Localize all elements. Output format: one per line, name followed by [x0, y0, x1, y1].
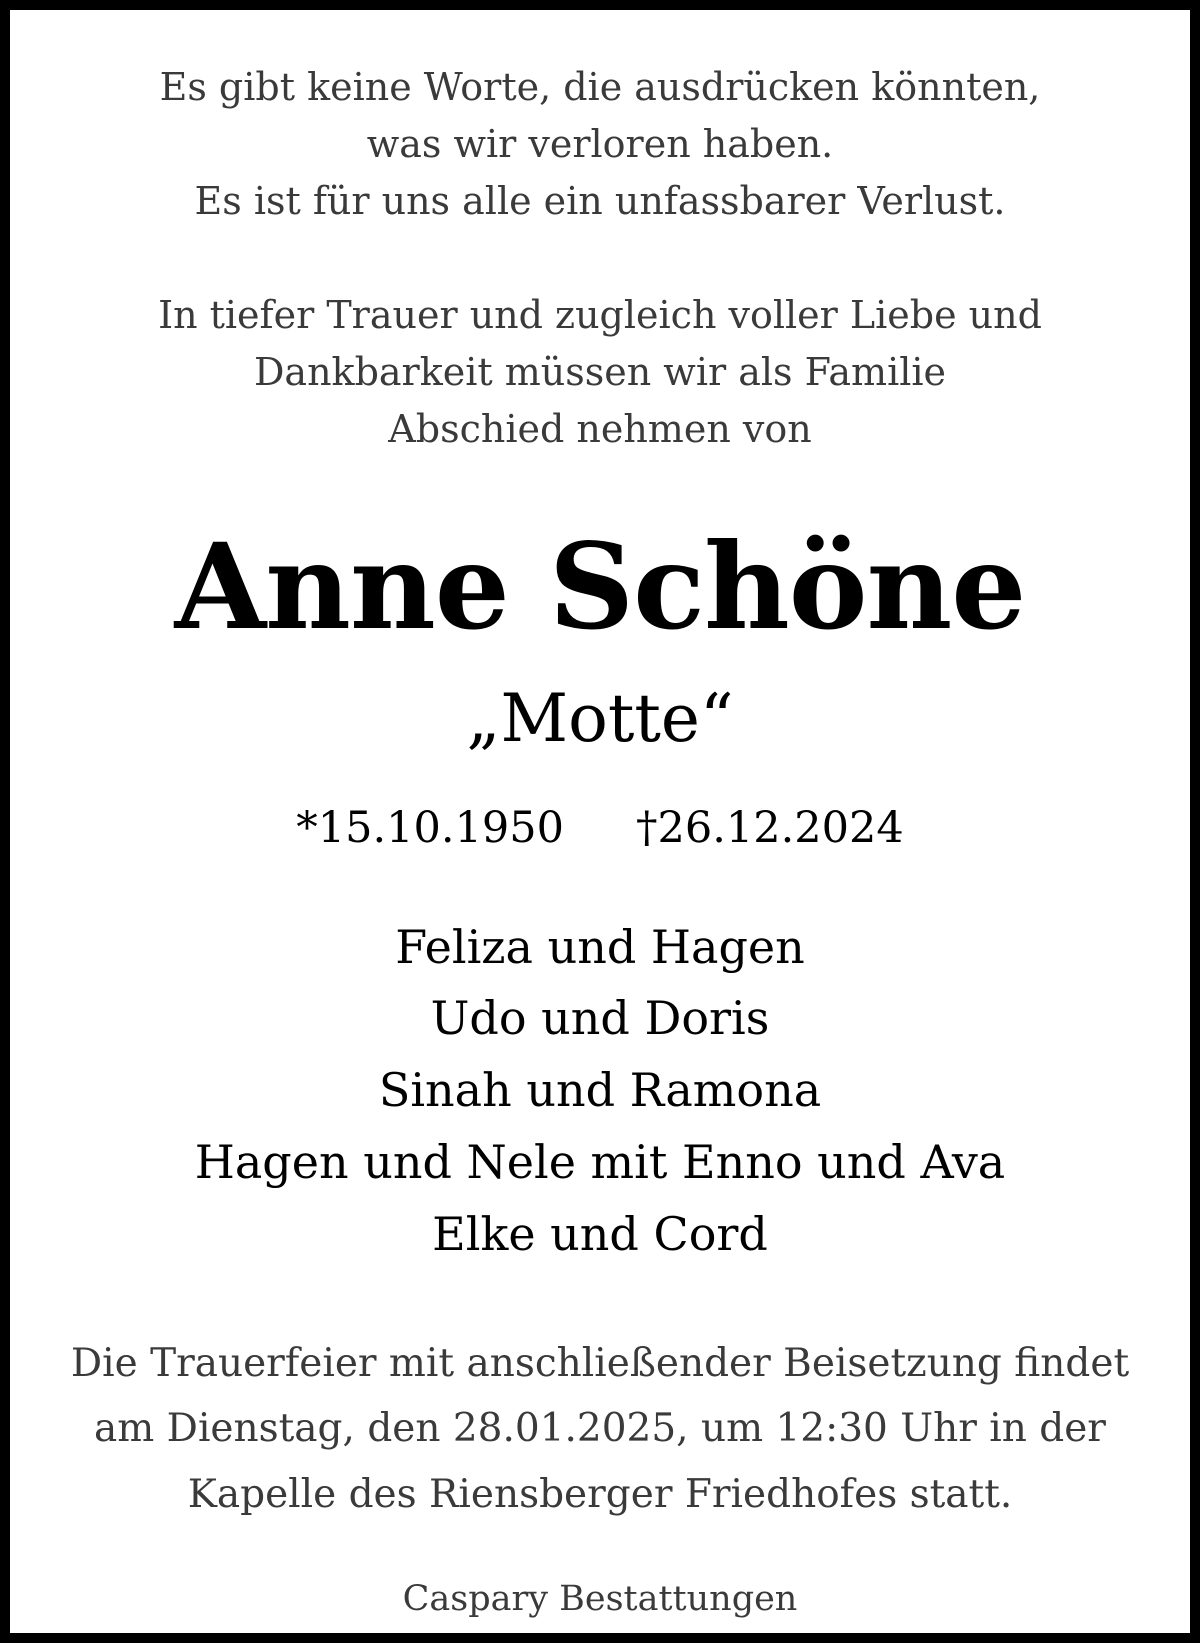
farewell-line-3: Abschied nehmen von	[388, 407, 812, 451]
mourner-line: Elke und Cord	[432, 1207, 768, 1261]
deceased-nickname: „Motte“	[466, 680, 734, 757]
ceremony-line-3: Kapelle des Riensberger Friedhofes statt.	[187, 1472, 1013, 1517]
ceremony-line-1: Die Trauerfeier mit anschließender Beisetzung findet	[70, 1341, 1130, 1386]
intro-line-3: Es ist für uns alle ein unfassbarer Verlust.	[194, 179, 1006, 223]
undertaker-name: Caspary Bestattungen	[402, 1579, 798, 1619]
mourner-line: Sinah und Ramona	[378, 1063, 822, 1117]
farewell-line-1: In tiefer Trauer und zugleich voller Liebe und	[158, 293, 1042, 337]
ceremony-line-2: am Dienstag, den 28.01.2025, um 12:30 Uhr in der	[94, 1406, 1106, 1451]
death-date: †26.12.2024	[636, 803, 904, 853]
mourner-line: Feliza und Hagen	[395, 920, 805, 974]
farewell-line-2: Dankbarkeit müssen wir als Familie	[253, 350, 947, 394]
intro-line-2: was wir verloren haben.	[366, 122, 834, 166]
birth-date: *15.10.1950	[296, 803, 564, 853]
mourner-line: Hagen und Nele mit Enno und Ava	[194, 1135, 1006, 1189]
mourner-line: Udo und Doris	[430, 991, 770, 1045]
deceased-name: Anne Schöne	[174, 517, 1026, 656]
life-dates	[10, 803, 1190, 853]
intro-line-1: Es gibt keine Worte, die ausdrücken könnten,	[159, 65, 1041, 109]
